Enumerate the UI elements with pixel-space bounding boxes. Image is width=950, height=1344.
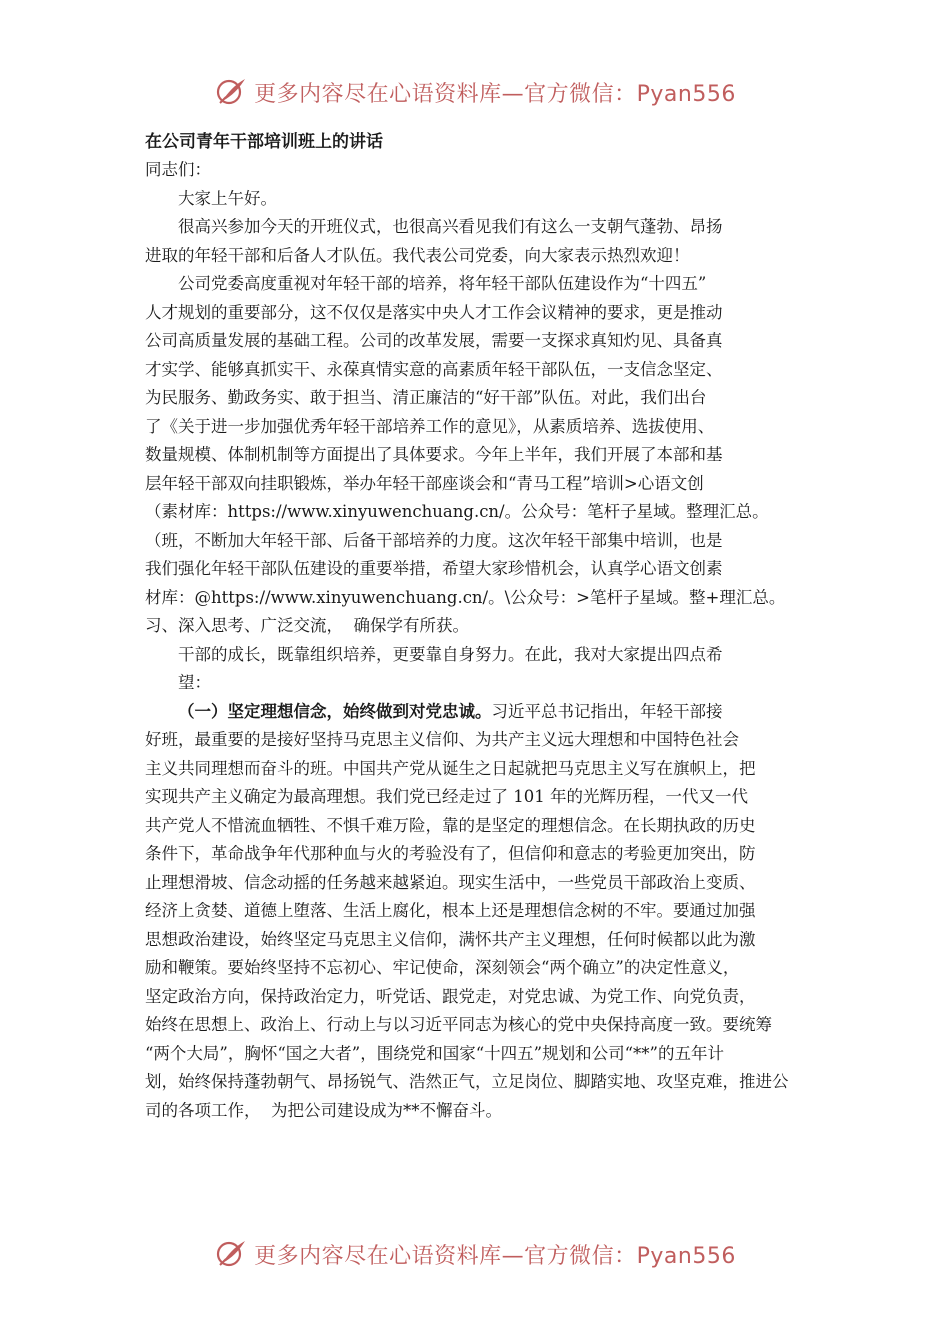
salutation: 同志们： [145,160,211,179]
para2-line: 才实学、能够真抓实干、永葆真情实意的高素质年轻干部队伍，一支信念坚定、 [145,359,723,379]
quill-logo-icon [214,1237,248,1271]
para2-line: 层年轻干部双向挂职锻炼，举办年轻干部座谈会和“青马工程”培训>心语文创 [145,473,704,493]
watermark-text: 更多内容尽在心语资料库—官方微信：Pyan556 [254,81,736,107]
section1-line: 经济上贪婪、道德上堕落、生活上腐化，根本上还是理想信念树的不牢。要通过加强 [145,901,756,920]
section1-line: 共产党人不惜流血牺牲、不惧千难万险，靠的是坚定的理想信念。在长期执政的历史 [145,815,756,835]
section1-line: 划，始终保持蓬勃朝气、昂扬锐气、浩然正气，立足岗位、脚踏实地、攻坚克难，推进公 [145,1072,789,1091]
section1-line: 思想政治建设，始终坚定马克思主义信仰，满怀共产主义理想，任何时候都以此为激 [145,929,756,949]
para3-line: 干部的成长，既靠组织培养，更要靠自身努力。在此，我对大家提出四点希 [178,644,723,664]
para1-line: 很高兴参加今天的开班仪式，也很高兴看见我们有这么一支朝气蓬勃、昂扬 [178,217,723,236]
section1-line: 坚定政治方向，保持政治定力，听党话、跟党走，对党忠诚、为党工作、向党负责， [145,986,756,1006]
section1-line: “两个大局”，胸怀“国之大者”，围绕党和国家“十四五”规划和公司“**”的五年计 [145,1043,724,1063]
para2-line: 为民服务、勤政务实、敢于担当、清正廉洁的“好干部”队伍。对此，我们出台 [145,388,707,407]
para2-line: 了《关于进一步加强优秀年轻干部培养工作的意见》，从素质培养、选拔使用、 [145,416,715,436]
para3-line: 望： [178,673,211,692]
section1-line: 止理想滑坡、信念动摇的任务越来越紧迫。现实生活中，一些党员干部政治上变质、 [145,872,756,892]
para2-line: 公司党委高度重视对年轻干部的培养，将年轻干部队伍建设作为“十四五” [178,274,707,293]
watermark-text: 更多内容尽在心语资料库—官方微信：Pyan556 [254,1243,736,1269]
section1-heading: （一）坚定理想信念，始终做到对党忠诚。 [178,701,492,721]
para2-line: 材库：@https://www.xinyuwenchuang.cn/。\公众号：>笔杆子星域。整+理汇总。 [145,587,786,607]
section1-first-rest: 习近平总书记指出，年轻干部接 [491,701,723,721]
para2-line: 数量规模、体制机制等方面提出了具体要求。今年上半年，我们开展了本部和基 [145,445,723,464]
para2-line: 人才规划的重要部分，这不仅仅是落实中央人才工作会议精神的要求，更是推动 [145,302,723,322]
section1-line: 好班，最重要的是接好坚持马克思主义信仰、为共产主义远大理想和中国特色社会 [145,730,739,749]
document-body [145,128,825,1125]
section1-first-line [145,698,825,727]
para2-line: （素材库：https://www.xinyuwenchuang.cn/。公众号：笔杆子星域。整理汇总。 [145,502,769,521]
section1-line: 主义共同理想而奋斗的班。中国共产党从诞生之日起就把马克思主义写在旗帜上，把 [145,758,756,778]
greeting: 大家上午好。 [178,188,277,208]
section1-line: 司的各项工作， 为把公司建设成为**不懈奋斗。 [145,1100,502,1120]
para1-line: 进取的年轻干部和后备人才队伍。我代表公司党委，向大家表示热烈欢迎！ [145,245,690,265]
quill-logo-icon [214,75,248,109]
para2-line: （班，不断加大年轻干部、后备干部培养的力度。这次年轻干部集中培训，也是 [145,530,723,550]
para2-line: 公司高质量发展的基础工程。公司的改革发展，需要一支探求真知灼见、具备真 [145,331,723,350]
section1-line: 实现共产主义确定为最高理想。我们党已经走过了 101 年的光辉历程，一代又一代 [145,787,748,806]
para2-line: 习、深入思考、广泛交流， 确保学有所获。 [145,616,469,635]
watermark-banner-top [0,70,950,114]
watermark-banner-bottom [0,1232,950,1276]
section1-line: 始终在思想上、政治上、行动上与以习近平同志为核心的党中央保持高度一致。要统筹 [145,1015,772,1034]
document-title: 在公司青年干部培训班上的讲话 [145,132,383,152]
section1-line: 励和鞭策。要始终坚持不忘初心、牢记使命，深刻领会“两个确立”的决定性意义， [145,958,740,977]
section1-line: 条件下，革命战争年代那种血与火的考验没有了，但信仰和意志的考验更加突出，防 [145,844,756,863]
para2-line: 我们强化年轻干部队伍建设的重要举措，希望大家珍惜机会，认真学心语文创素 [145,559,723,578]
